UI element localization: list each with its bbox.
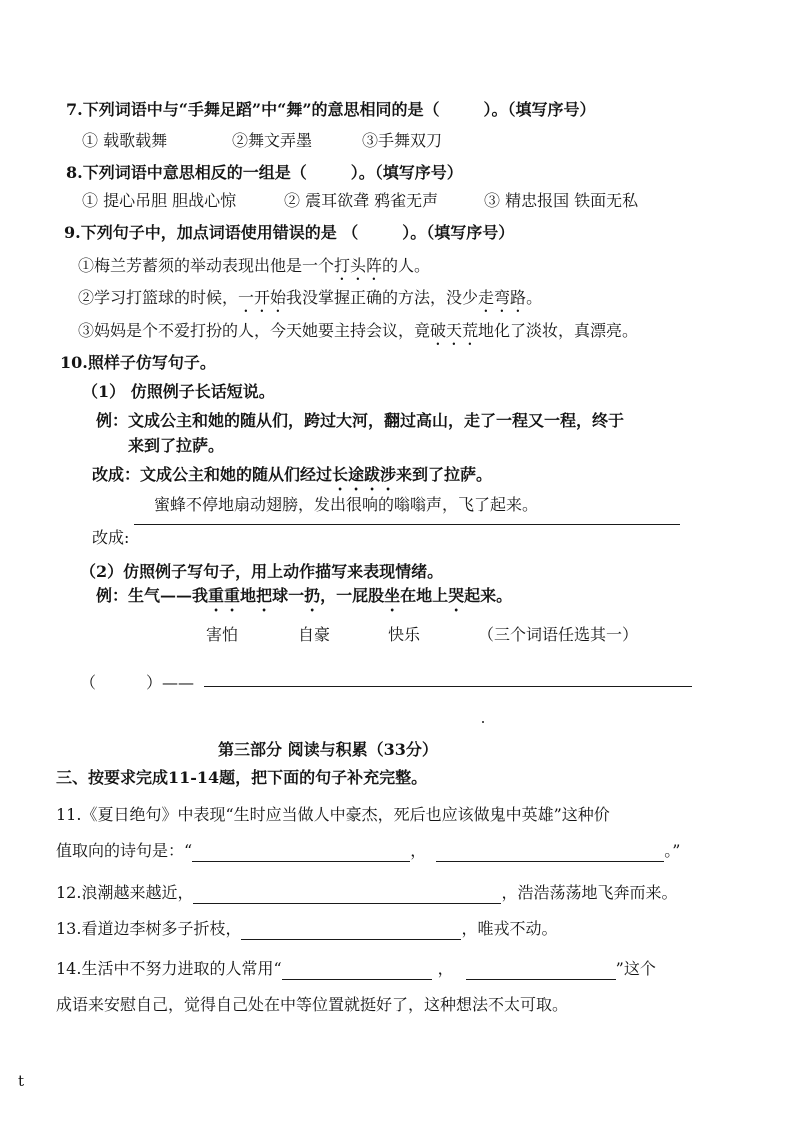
q7-option-1: ① 载歌载舞 (82, 131, 168, 150)
q9-s3-end: 地化了淡妆，真漂亮。 (478, 321, 639, 340)
q14-line1 (56, 958, 656, 980)
q10-word-option-2: 自豪 (298, 625, 331, 644)
q9-s2-dotted-word: 一开始 (238, 288, 287, 307)
q10-part2-example-d: ，一屁股 (320, 586, 385, 605)
margin-mark: t (18, 1072, 25, 1090)
q9-s2-dotted-word-2: 走弯路 (478, 288, 527, 307)
q10-part1-task-sentence: 蜜蜂不停地扇动翅膀，发出很响的嗡嗡声，飞了起来。 (154, 495, 539, 514)
q9-s2-mid: 我没掌握正确的方法，没少 (286, 288, 479, 307)
q10-part1-answer-label: 改成: (92, 528, 130, 547)
q10-word-option-1: 害怕 (206, 625, 239, 644)
q7-stem (66, 99, 596, 121)
q10-part2-answer-close: ）—— (146, 673, 195, 692)
q8-stem (66, 162, 463, 184)
q12-blank[interactable] (193, 887, 501, 904)
q14-comma: ， (437, 959, 454, 978)
q7-option-3: ③手舞双刀 (362, 131, 443, 150)
q10-part2-dotted-1: 重重 (208, 586, 241, 605)
q7-stem-text: 7.下列词语中与“手舞足蹈”中“舞”的意思相同的是（ (66, 100, 440, 119)
q10-part2-dotted-4: 坐 (384, 586, 401, 605)
q11-blank-2[interactable] (436, 845, 664, 862)
q9-s2-text: ②学习打篮球的时候， (78, 288, 239, 307)
q9-s1-text: ①梅兰芳蓄须的举动表现出他是一个 (78, 256, 335, 275)
q9-stem-text: 9.下列句子中，加点词语使用错误的是 （ (64, 223, 359, 242)
q11-line1: 11.《夏日绝句》中表现“生时应当做人中豪杰，死后也应该做鬼中英雄”这种价 (56, 805, 610, 824)
q7-option-2: ②舞文弄墨 (232, 131, 313, 150)
q14-suffix: ”这个 (615, 959, 656, 978)
q9-s3-text: ③妈妈是个不爱打扮的人，今天她要主持会议，竟 (78, 321, 431, 340)
q10-part2-example-b: 地 (240, 586, 257, 605)
q10-part2-example-e: 在地上 (400, 586, 449, 605)
q14-blank-2[interactable] (466, 963, 616, 980)
q12-suffix: ，浩浩荡荡地飞奔而来。 (501, 883, 678, 902)
q10-part2-example-f: 起来。 (464, 586, 513, 605)
q9-sentence-1 (78, 255, 430, 284)
q8-option-1: ① 提心吊胆 胆战心惊 (82, 191, 237, 210)
q11-blank-1[interactable] (192, 845, 410, 862)
q12-prefix: 12.浪潮越来越近， (56, 883, 194, 902)
q7-stem-hint: ）。（填写序号） (483, 100, 596, 119)
q10-word-option-3: 快乐 (388, 625, 421, 644)
q13-line (56, 918, 557, 940)
q9-stem (64, 222, 514, 244)
q10-part2-example-c: 球一 (272, 586, 305, 605)
part3-title: 第三部分 阅读与积累（33分） (218, 740, 438, 759)
q9-sentence-2 (78, 287, 542, 316)
q14-line2: 成语来安慰自己，觉得自己处在中等位置就挺好了，这种想法不太可取。 (56, 995, 569, 1014)
q10-part1-revised-text: 改成：文成公主和她的随从们经过 (92, 465, 333, 484)
q10-part2-dotted-2: 把 (256, 586, 273, 605)
q11-suffix: 。” (664, 841, 681, 860)
q9-sentence-3 (78, 320, 638, 349)
q10-part1-revised (92, 464, 492, 494)
q10-word-note: （三个词语任选其一） (478, 625, 639, 644)
q10-part1-revised-end: 来到了拉萨。 (396, 465, 493, 484)
scan-speck (482, 721, 484, 723)
q9-s2-end: 。 (526, 288, 543, 307)
q10-part2-title: （2）仿照例子写句子，用上动作描写来表现情绪。 (80, 562, 444, 581)
q10-part1-title: （1） 仿照例子长话短说。 (82, 382, 275, 401)
q9-s3-dotted-word: 破天荒 (430, 321, 479, 340)
q8-option-2: ② 震耳欲聋 鸦雀无声 (284, 191, 439, 210)
q10-part2-dotted-5: 哭 (448, 586, 465, 605)
q10-part1-example-line1: 例：文成公主和她的随从们，跨过大河，翻过高山，走了一程又一程，终于 (96, 411, 625, 430)
q13-suffix: ，唯戎不动。 (461, 919, 558, 938)
q10-part2-example-text: 例：生气——我 (96, 586, 209, 605)
q8-stem-hint: ）。（填写序号） (350, 163, 463, 182)
q10-part2-answer-open: （ (80, 673, 97, 692)
q13-prefix: 13.看道边李树多子折枝， (56, 919, 242, 938)
q11-prefix: 值取向的诗句是：“ (56, 841, 193, 860)
q10-part1-revised-dotted: 长途跋涉 (332, 465, 397, 484)
q10-part2-answer-line[interactable] (204, 686, 692, 687)
q13-blank[interactable] (241, 923, 461, 940)
q9-s1-end: 的人。 (382, 256, 431, 275)
q9-s1-dotted-word: 打头阵 (334, 256, 383, 275)
q11-comma: ， (410, 841, 427, 860)
part3-section-instruction: 三、按要求完成11-14题，把下面的句子补充完整。 (56, 768, 428, 787)
q10-part2-example (96, 585, 512, 615)
q10-stem: 10.照样子仿写句子。 (60, 353, 216, 372)
q14-blank-1[interactable] (282, 963, 432, 980)
q8-stem-text: 8.下列词语中意思相反的一组是（ (66, 163, 307, 182)
q10-part2-dotted-3: 扔 (304, 586, 321, 605)
q12-line (56, 882, 677, 904)
q10-part1-answer-line[interactable] (134, 524, 680, 525)
q11-line2 (56, 840, 680, 862)
q9-stem-hint: ）。（填写序号） (402, 223, 515, 242)
q8-option-3: ③ 精忠报国 铁面无私 (484, 191, 639, 210)
q10-part1-example-line2: 来到了拉萨。 (128, 436, 225, 455)
q14-prefix: 14.生活中不努力进取的人常用“ (56, 959, 282, 978)
